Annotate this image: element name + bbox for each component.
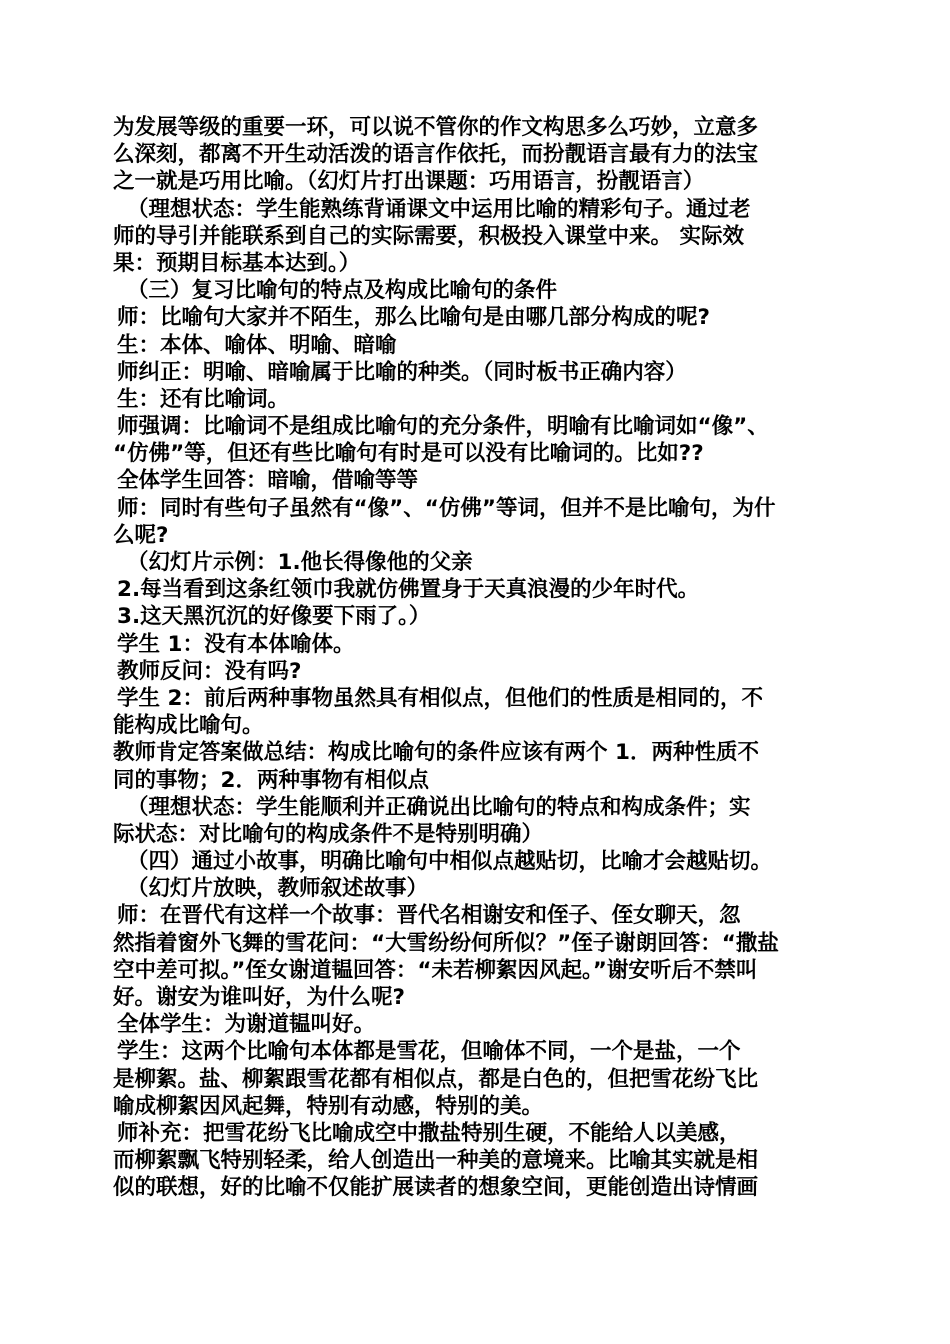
text-line: （幻灯片示例：1.他长得像他的父亲 — [127, 550, 473, 575]
document-body — [113, 114, 843, 1202]
text-line: 师强调：比喻词不是组成比喻句的充分条件，明喻有比喻词如“像”、 — [117, 414, 769, 440]
text-line: 师的导引并能联系到自己的实际需要，积极投入课堂中来。 实际效 — [113, 223, 744, 249]
text-line: 全体学生：为谢道韫叫好。 — [117, 1012, 376, 1038]
text-line: 学生 2：前后两种事物虽然具有相似点，但他们的性质是相同的，不 — [117, 685, 763, 711]
section-heading: （三）复习比喻句的特点及构成比喻句的条件 — [127, 278, 558, 304]
text-line: （幻灯片放映，教师叙述故事） — [127, 876, 429, 902]
text-line: 全体学生回答：暗喻，借喻等等 — [117, 468, 419, 494]
text-line: 学生：这两个比喻句本体都是雪花，但喻体不同，一个是盐，一个 — [117, 1039, 741, 1065]
text-line: 能构成比喻句。 — [113, 713, 264, 739]
text-line: 么呢? — [113, 522, 169, 548]
text-line: 际状态：对比喻句的构成条件不是特别明确） — [113, 821, 544, 847]
text-line: 似的联想，好的比喻不仅能扩展读者的想象空间，更能创造出诗情画 — [113, 1175, 759, 1201]
text-line: 果：预期目标基本达到。） — [113, 250, 361, 276]
text-line: 师：同时有些句子虽然有“像”、“仿佛”等词，但并不是比喻句，为什 — [117, 495, 776, 521]
text-line: 之一就是巧用比喻。（幻灯片打出课题：巧用语言，扮靓语言） — [113, 169, 705, 195]
text-line: 而柳絮飘飞特别轻柔，给人创造出一种美的意境来。比喻其实就是相 — [113, 1148, 759, 1174]
text-line: 师：在晋代有这样一个故事：晋代名相谢安和侄子、侄女聊天，忽 — [117, 903, 741, 929]
text-line: 生：还有比喻词。 — [117, 386, 290, 412]
section-heading: （四）通过小故事，明确比喻句中相似点越贴切，比喻才会越贴切。 — [127, 849, 773, 875]
text-line: 为发展等级的重要一环，可以说不管你的作文构思多么巧妙，立意多 — [113, 115, 759, 140]
text-line: 2.每当看到这条红领巾我就仿佛置身于天真浪漫的少年时代。 — [117, 577, 700, 603]
text-line: 师：比喻句大家并不陌生，那么比喻句是由哪几部分构成的呢? — [117, 305, 710, 331]
text-line: 好。谢安为谁叫好，为什么呢? — [113, 985, 405, 1010]
text-line: 同的事物；2．两种事物有相似点 — [113, 767, 429, 793]
text-line: 教师肯定答案做总结：构成比喻句的条件应该有两个 1．两种性质不 — [113, 740, 759, 766]
text-line: 生：本体、喻体、明喻、暗喻 — [117, 332, 397, 358]
text-line: 是柳絮。盐、柳絮跟雪花都有相似点，都是白色的，但把雪花纷飞比 — [113, 1066, 759, 1092]
text-line: 然指着窗外飞舞的雪花问：“大雪纷纷何所似？”侄子谢朗回答：“撒盐 — [113, 930, 779, 956]
text-line: 教师反问：没有吗? — [117, 658, 302, 684]
text-line: （理想状态：学生能熟练背诵课文中运用比喻的精彩句子。通过老 — [127, 196, 751, 222]
text-line: 3.这天黑沉沉的好像要下雨了。） — [117, 604, 431, 630]
text-line: 么深刻，都离不开生动活泼的语言作依托，而扮靓语言最有力的法宝 — [113, 142, 759, 168]
text-line: 空中差可拟。”侄女谢道韫回答：“未若柳絮因风起。”谢安听后不禁叫 — [113, 957, 758, 983]
text-line: 师补充：把雪花纷飞比喻成空中撒盐特别生硬，不能给人以美感， — [117, 1120, 741, 1146]
text-line: 师纠正：明喻、暗喻属于比喻的种类。（同时板书正确内容） — [117, 359, 687, 385]
text-line: 喻成柳絮因风起舞，特别有动感，特别的美。 — [113, 1093, 544, 1119]
text-line: （理想状态：学生能顺利并正确说出比喻句的特点和构成条件；实 — [127, 794, 751, 820]
text-line: 学生 1：没有本体喻体。 — [117, 631, 355, 657]
text-line: “仿佛”等，但还有些比喻句有时是可以没有比喻词的。比如?? — [113, 441, 704, 467]
